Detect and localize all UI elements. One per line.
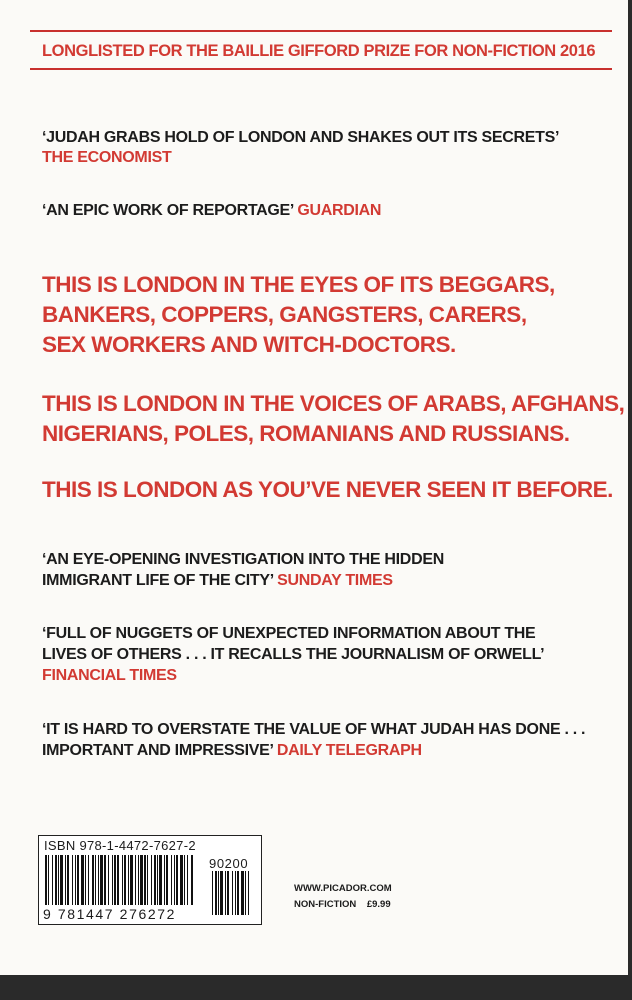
barcode-block bbox=[38, 835, 262, 925]
price: £9.99 bbox=[366, 899, 391, 910]
prize-banner: LONGLISTED FOR THE BAILLIE GIFFORD PRIZE FOR NON-FICTION 2016 bbox=[42, 42, 596, 60]
quote-telegraph-line-1: ‘IT IS HARD TO OVERSTATE THE VALUE OF WHAT JUDAH HAS DONE . . . bbox=[42, 721, 586, 738]
quote-economist: ‘JUDAH GRABS HOLD OF LONDON AND SHAKES OUT ITS SECRETS’ bbox=[42, 129, 560, 146]
quote-guardian: ‘AN EPIC WORK OF REPORTAGE’ GUARDIAN bbox=[42, 202, 382, 219]
statement-1-line-1: THIS IS LONDON IN THE EYES OF ITS BEGGARS, bbox=[42, 272, 555, 297]
source-economist: THE ECONOMIST bbox=[42, 149, 172, 166]
statement-2-line-1: THIS IS LONDON IN THE VOICES OF ARABS, AFGHANS, bbox=[42, 391, 625, 416]
source-ft: FINANCIAL TIMES bbox=[42, 667, 177, 684]
quote-ft-line-1: ‘FULL OF NUGGETS OF UNEXPECTED INFORMATION ABOUT THE bbox=[42, 625, 536, 642]
statement-3: THIS IS LONDON AS YOU’VE NEVER SEEN IT BEFORE. bbox=[42, 477, 613, 502]
statement-1-line-2: BANKERS, COPPERS, GANGSTERS, CARERS, bbox=[42, 302, 527, 327]
source-telegraph: DAILY TELEGRAPH bbox=[276, 742, 422, 759]
publisher-category-price: NON-FICTION £9.99 bbox=[294, 899, 391, 910]
price-code: 90200 bbox=[209, 856, 249, 871]
source-guardian: GUARDIAN bbox=[297, 202, 382, 219]
statement-1-line-3: SEX WORKERS AND WITCH-DOCTORS. bbox=[42, 332, 456, 357]
quote-ft-line-2: LIVES OF OTHERS . . . IT RECALLS THE JOURNALISM OF ORWELL’ bbox=[42, 646, 545, 663]
publisher-website: WWW.PICADOR.COM bbox=[294, 883, 392, 894]
source-sunday-times: SUNDAY TIMES bbox=[277, 572, 393, 589]
quote-telegraph-line-2: IMPORTANT AND IMPRESSIVE’ DAILY TELEGRAPH bbox=[42, 742, 422, 759]
ean-number: 9 781447 276272 bbox=[43, 906, 180, 922]
isbn-number: ISBN 978-1-4472-7627-2 bbox=[44, 838, 196, 853]
quote-sunday-times-line-1: ‘AN EYE-OPENING INVESTIGATION INTO THE HIDDEN bbox=[42, 551, 444, 568]
banner-rule bbox=[30, 68, 612, 70]
quote-sunday-times-line-2: IMMIGRANT LIFE OF THE CITY’ SUNDAY TIMES bbox=[42, 572, 393, 589]
top-rule bbox=[30, 30, 612, 32]
statement-2-line-2: NIGERIANS, POLES, ROMANIANS AND RUSSIANS. bbox=[42, 421, 570, 446]
